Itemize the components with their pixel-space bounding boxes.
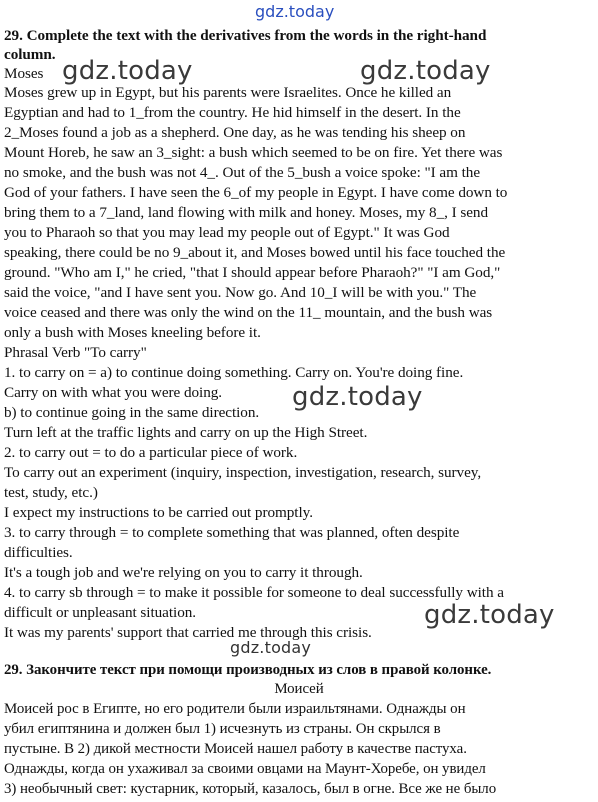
russian-line: пустыне. В 2) дикой местности Моисей нашел работу в качестве пастуха. xyxy=(4,741,467,757)
phrasal-heading: Phrasal Verb "To carry" xyxy=(4,344,147,361)
phrasal-line: It's a tough job and we're relying on you to carry it through. xyxy=(4,564,363,581)
phrasal-line: difficult or unpleasant situation. xyxy=(4,604,197,621)
exercise-heading: Moses xyxy=(4,65,44,82)
russian-line: Однажды, когда он ухаживал за своими овцами на Маунт-Хоребе, он увидел xyxy=(4,761,486,777)
text-line: said the voice, "and I have sent you. Now go. And 10_I will be with you." The xyxy=(4,284,477,301)
russian-line: 3) необычный свет: кустарник, который, казалось, был в огне. Все же не было xyxy=(4,781,497,797)
exercise-title-line-1: 29. Complete the text with the derivatives from the words in the right-hand xyxy=(4,27,487,44)
watermark-middle: gdz.today xyxy=(292,382,423,412)
phrasal-line: Turn left at the traffic lights and carry on up the High Street. xyxy=(4,424,368,441)
watermark-top: gdz.today xyxy=(255,2,335,21)
phrasal-line: 3. to carry through = to complete something that was planned, often despite xyxy=(4,524,460,541)
phrasal-line: 2. to carry out = to do a particular piece of work. xyxy=(4,444,298,461)
text-line: God of your fathers. I have seen the 6_of my people in Egypt. I have come down to xyxy=(4,184,508,201)
watermark-left: gdz.today xyxy=(62,56,193,86)
text-line: you to Pharaoh so that you may lead my people out of Egypt." It was God xyxy=(4,224,450,241)
phrasal-line: 4. to carry sb through = to make it possible for someone to deal successfully with a xyxy=(4,584,504,601)
phrasal-line: It was my parents' support that carried me through this crisis. xyxy=(4,624,372,641)
phrasal-line: test, study, etc.) xyxy=(4,484,98,501)
phrasal-line: 1. to carry on = a) to continue doing something. Carry on. You're doing fine. xyxy=(4,364,464,381)
exercise-title-line-2: column. xyxy=(4,46,56,63)
phrasal-line: difficulties. xyxy=(4,544,73,561)
text-line: ground. "Who am I," he cried, "that I should appear before Pharaoh?" "I am God," xyxy=(4,264,501,281)
text-line: speaking, there could be no 9_about it, and Moses bowed until his face touched the xyxy=(4,244,506,261)
text-line: Mount Horeb, he saw an 3_sight: a bush which seemed to be on fire. Yet there was xyxy=(4,144,503,161)
phrasal-line: Carry on with what you were doing. xyxy=(4,384,223,401)
text-line: Egyptian and had to 1_from the country. He hid himself in the desert. In the xyxy=(4,104,461,121)
text-line: Moses grew up in Egypt, but his parents were Israelites. Once he killed an xyxy=(4,84,452,101)
phrasal-line: b) to continue going in the same direction. xyxy=(4,404,260,421)
watermark-lower-right: gdz.today xyxy=(424,600,555,630)
phrasal-line: To carry out an experiment (inquiry, inspection, investigation, research, survey, xyxy=(4,464,482,481)
text-line: no smoke, and the bush was not 4_. Out of the 5_bush a voice spoke: "I am the xyxy=(4,164,481,181)
watermark-lower-center: gdz.today xyxy=(230,638,312,657)
text-line: voice ceased and there was only the wind on the 11_ mountain, and the bush was xyxy=(4,304,493,321)
russian-line: Моисей рос в Египте, но его родители были израильтянами. Однажды он xyxy=(4,701,466,717)
text-line: bring them to a 7_land, land flowing with milk and honey. Moses, my 8_, I send xyxy=(4,204,489,221)
text-line: only a bush with Moses kneeling before it. xyxy=(4,324,261,341)
watermark-right: gdz.today xyxy=(360,56,491,86)
phrasal-line: I expect my instructions to be carried out promptly. xyxy=(4,504,313,521)
russian-line: убил египтянина и должен был 1) исчезнуть из страны. Он скрылся в xyxy=(4,721,441,737)
russian-title: 29. Закончите текст при помощи производных из слов в правой колонке. xyxy=(4,662,492,678)
russian-heading: Моисей xyxy=(274,681,324,697)
text-line: 2_Moses found a job as a shepherd. One day, as he was tending his sheep on xyxy=(4,124,466,141)
